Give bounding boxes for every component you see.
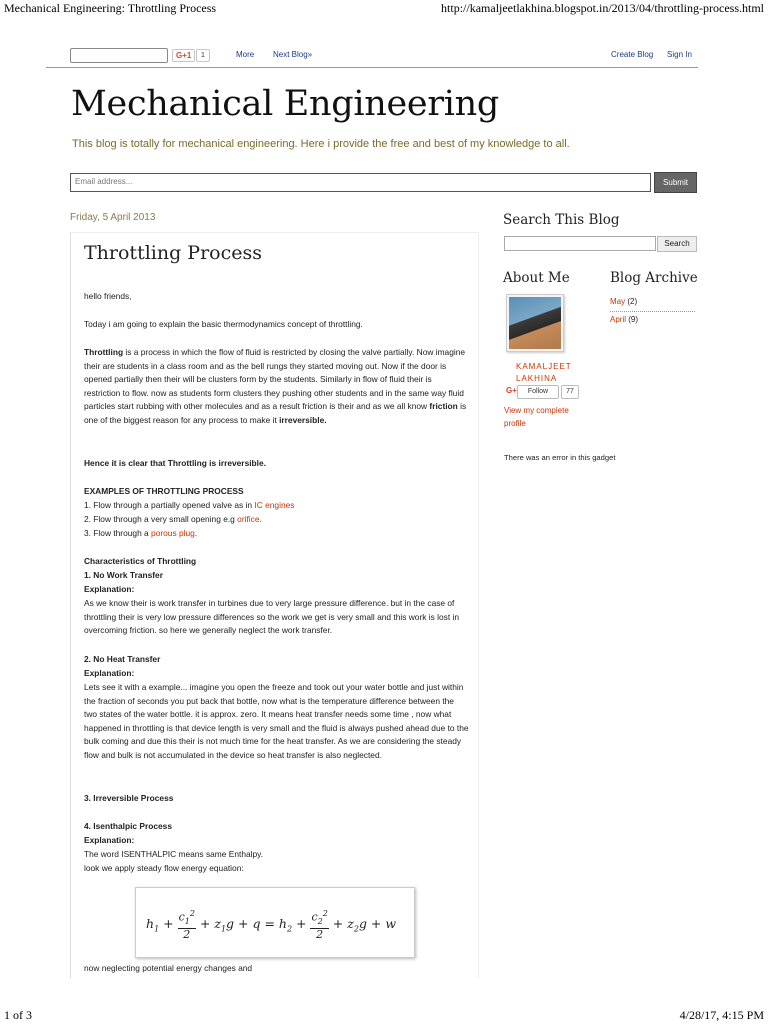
- example-1: [84, 499, 469, 513]
- email-subscribe-input[interactable]: [70, 173, 651, 192]
- email-placeholder: Email address...: [75, 177, 133, 186]
- blog-search-button[interactable]: Search: [657, 236, 697, 252]
- archive-may-link[interactable]: May: [610, 297, 626, 306]
- post-title[interactable]: Throttling Process: [84, 242, 262, 264]
- example-3-text: 3. Flow through a: [84, 528, 152, 538]
- example-3: [84, 527, 469, 541]
- avatar-photo: [509, 297, 561, 349]
- author-name-line-1[interactable]: KAMALJEET: [516, 362, 572, 371]
- porous-plug-link[interactable]: porous plug: [151, 528, 195, 538]
- def-irreversible: irreversible.: [279, 414, 327, 425]
- post-date: Friday, 5 April 2013: [70, 212, 156, 223]
- blogger-navbar: [46, 45, 698, 68]
- archive-april-count: (9): [626, 315, 639, 324]
- ic-engines-link[interactable]: IC engines: [254, 500, 295, 510]
- blog-search-input[interactable]: [504, 236, 656, 251]
- example-1-text: 1. Flow through a partially opened valve as in: [84, 500, 255, 510]
- google-plus-icon: G+: [506, 386, 517, 395]
- post-conclusion: Hence it is clear that Throttling is irreversible.: [84, 458, 266, 468]
- def-lead: Throttling: [84, 347, 124, 357]
- print-datetime: 4/28/17, 4:15 PM: [679, 1008, 764, 1022]
- char-4-body-2: look we apply steady flow energy equation:: [84, 863, 244, 873]
- char-4-explanation-label: Explanation:: [84, 835, 135, 845]
- char-1-heading: 1. No Work Transfer: [84, 570, 163, 580]
- archive-april-link[interactable]: April: [610, 315, 627, 324]
- author-name-line-2[interactable]: LAKHINA: [516, 374, 558, 383]
- more-link[interactable]: More: [236, 50, 255, 59]
- char-3-heading: 3. Irreversible Process: [84, 793, 174, 803]
- char-2-heading: 2. No Heat Transfer: [84, 654, 161, 664]
- def-rest: process in which the flow of fluid is restricted by closing the valve partially. Now imagine their are students in a class room and as the bell rungs they started moving out. Now if the door is opened partially then their will be clusters form by the students. Similarly in flow of fluid their is restriction to flow. now as students form clusters they pushing other students and in the same way fluid particles start rubbing with other molecules and as a result friction is their and as we all know: [84, 347, 466, 412]
- view-profile-link-2[interactable]: profile: [504, 419, 526, 428]
- example-3-end: .: [194, 528, 198, 538]
- view-profile-link-1[interactable]: View my complete: [504, 406, 569, 415]
- gadget-error-text: There was an error in this gadget: [504, 453, 616, 462]
- print-page-url: http://kamaljeetlakhina.blogspot.in/2013/04/throttling-process.html: [441, 1, 764, 15]
- example-2-text: 2. Flow through a very small opening e.g: [84, 514, 238, 524]
- char-2-explanation-label: Explanation:: [84, 668, 135, 678]
- gplus-button[interactable]: G+1: [172, 49, 195, 62]
- example-2-end: .: [259, 514, 262, 524]
- post-after-equation: now neglecting potential energy changes and: [84, 963, 253, 973]
- about-me-heading: About Me: [503, 270, 570, 286]
- blog-archive-heading: Blog Archive: [610, 270, 698, 286]
- energy-equation-image: [135, 887, 415, 958]
- char-4-body-1: The word ISENTHALPIC means same Enthalpy.: [84, 849, 264, 859]
- submit-button[interactable]: Submit: [654, 172, 697, 193]
- follower-count: 77: [561, 385, 579, 399]
- post-greeting: hello friends,: [84, 291, 132, 301]
- post-intro: Today i am going to explain the basic thermodynamics concept of throttling.: [84, 319, 363, 329]
- blog-title[interactable]: Mechanical Engineering: [71, 84, 500, 124]
- orifice-link[interactable]: orifice: [237, 514, 260, 524]
- char-1-explanation-label: Explanation:: [84, 584, 135, 594]
- search-blog-heading: Search This Blog: [503, 212, 620, 228]
- energy-equation: $h_1$ + $\frac{c_1^2}{2}$ + $z_1g + q = h_2$ + $\frac{c_2^2}{2}$ + $z_2g + w$: [146, 909, 397, 941]
- def-end: is one of the biggest reason for any process to make it: [84, 401, 467, 425]
- next-blog-link[interactable]: Next Blog»: [273, 50, 313, 59]
- def-is: is a: [123, 347, 141, 357]
- print-page-number: 1 of 3: [4, 1008, 32, 1022]
- avatar[interactable]: [506, 294, 564, 352]
- sign-in-link[interactable]: Sign In: [667, 50, 692, 59]
- char-4-heading: 4. Isenthalpic Process: [84, 821, 172, 831]
- char-1-body: As we know their is work transfer in turbines due to very large pressure difference. but in the case of throttling their is very low pressure differences so the work we get is very small and this work is lost in overcoming friction. so here we generally neglect the work transfer.: [84, 598, 460, 636]
- archive-divider: [610, 311, 695, 312]
- example-2: [84, 513, 469, 527]
- archive-item-april: [610, 314, 638, 326]
- print-page-title: Mechanical Engineering: Throttling Process: [4, 1, 217, 15]
- post-definition: [84, 346, 469, 428]
- blog-description: This blog is totally for mechanical engineering. Here i provide the free and best of my knowledge to all.: [72, 138, 570, 150]
- create-blog-link[interactable]: Create Blog: [611, 50, 654, 59]
- navbar-search-input[interactable]: [70, 48, 168, 63]
- examples-heading: EXAMPLES OF THROTTLING PROCESS: [84, 486, 244, 496]
- archive-item-may: [610, 296, 637, 308]
- def-friction: friction: [429, 401, 458, 412]
- follow-button[interactable]: Follow: [517, 385, 559, 399]
- char-2-body: Lets see it with a example... imagine you open the freeze and took out your water bottle and just within the fraction of seconds you put back that bottle, now what is the temperature difference between the two states of the water bottle. it is approx. zero. It means heat transfer needs some time , now what happened in throttling is that device length is very small and the fluid is always pushed ahead due to the bulk coming and due this their is not much time for the heat transfer. As we are considering the steady flow and bulk is not accumulated in the device so heat transfer is also neglected.: [84, 682, 469, 760]
- characteristics-heading: Characteristics of Throttling: [84, 556, 197, 566]
- gplus-count: 1: [196, 49, 210, 62]
- archive-may-count: (2): [625, 297, 638, 306]
